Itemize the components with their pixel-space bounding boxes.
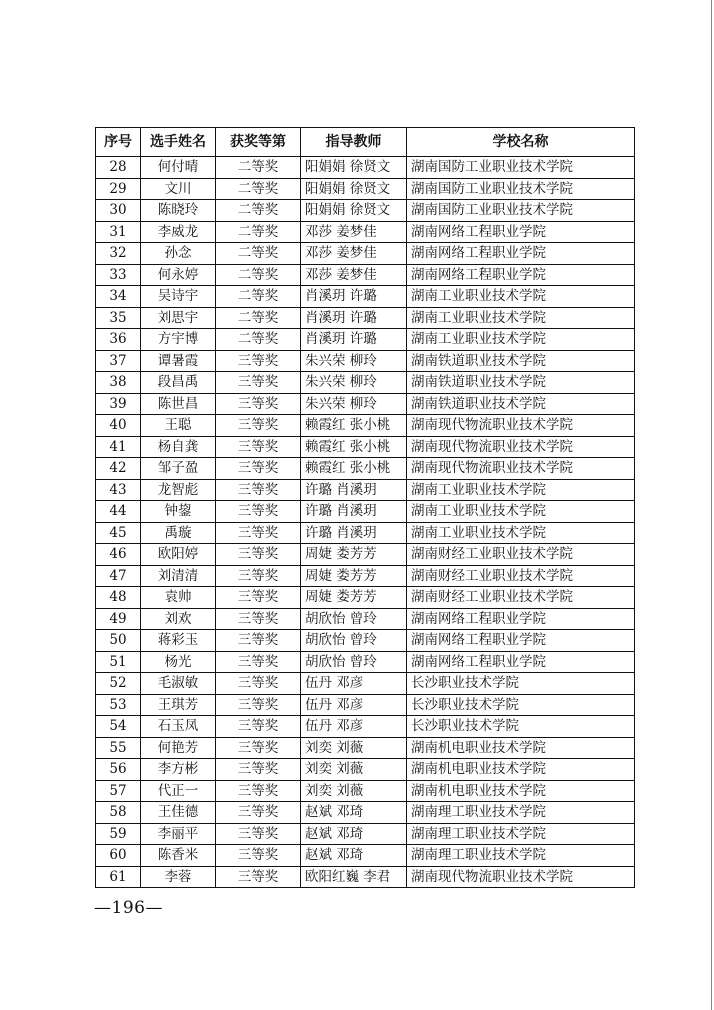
contestant-name-cell: 钟鋆 bbox=[141, 501, 216, 523]
school-name-cell: 湖南网络工程职业学院 bbox=[407, 264, 635, 286]
contestant-name-cell: 何艳芳 bbox=[141, 737, 216, 759]
page-edge-line bbox=[711, 0, 712, 1010]
school-name-cell: 湖南网络工程职业学院 bbox=[407, 608, 635, 630]
serial-number-cell: 47 bbox=[96, 565, 141, 587]
table-row bbox=[96, 608, 635, 630]
table-row bbox=[96, 866, 635, 888]
award-level-cell: 二等奖 bbox=[216, 264, 301, 286]
award-level-cell: 三等奖 bbox=[216, 759, 301, 781]
instructors-cell: 周婕 娄芳芳 bbox=[301, 544, 407, 566]
table-row bbox=[96, 737, 635, 759]
school-name-cell: 湖南财经工业职业技术学院 bbox=[407, 544, 635, 566]
contestant-name-cell: 刘清清 bbox=[141, 565, 216, 587]
school-name-cell: 湖南工业职业技术学院 bbox=[407, 307, 635, 329]
contestant-name-cell: 王佳德 bbox=[141, 802, 216, 824]
contestant-name-cell: 龙智彪 bbox=[141, 479, 216, 501]
table-row bbox=[96, 823, 635, 845]
award-level-cell: 二等奖 bbox=[216, 307, 301, 329]
serial-number-cell: 58 bbox=[96, 802, 141, 824]
contestant-name-cell: 段昌禹 bbox=[141, 372, 216, 394]
instructors-cell: 许璐 肖溪玥 bbox=[301, 522, 407, 544]
school-name-cell: 湖南国防工业职业技术学院 bbox=[407, 200, 635, 222]
award-level-cell: 三等奖 bbox=[216, 544, 301, 566]
school-name-cell: 湖南财经工业职业技术学院 bbox=[407, 565, 635, 587]
instructors-cell: 邓莎 姜梦佳 bbox=[301, 221, 407, 243]
table-row bbox=[96, 845, 635, 867]
contestant-name-cell: 陈香米 bbox=[141, 845, 216, 867]
table-row bbox=[96, 329, 635, 351]
award-level-cell: 三等奖 bbox=[216, 823, 301, 845]
header-instructors: 指导教师 bbox=[301, 128, 407, 157]
school-name-cell: 湖南国防工业职业技术学院 bbox=[407, 157, 635, 179]
instructors-cell: 刘奕 刘薇 bbox=[301, 759, 407, 781]
serial-number-cell: 39 bbox=[96, 393, 141, 415]
contestant-name-cell: 杨光 bbox=[141, 651, 216, 673]
header-contestant-name: 选手姓名 bbox=[141, 128, 216, 157]
instructors-cell: 肖溪玥 许璐 bbox=[301, 307, 407, 329]
instructors-cell: 赵斌 邓琦 bbox=[301, 845, 407, 867]
table-row bbox=[96, 372, 635, 394]
serial-number-cell: 32 bbox=[96, 243, 141, 265]
header-school-name: 学校名称 bbox=[407, 128, 635, 157]
school-name-cell: 湖南现代物流职业技术学院 bbox=[407, 436, 635, 458]
serial-number-cell: 60 bbox=[96, 845, 141, 867]
award-level-cell: 二等奖 bbox=[216, 221, 301, 243]
contestant-name-cell: 毛淑敏 bbox=[141, 673, 216, 695]
instructors-cell: 欧阳红巍 李君 bbox=[301, 866, 407, 888]
instructors-cell: 伍丹 邓彦 bbox=[301, 673, 407, 695]
awards-table bbox=[95, 127, 635, 888]
school-name-cell: 湖南理工职业技术学院 bbox=[407, 845, 635, 867]
instructors-cell: 赖霞红 张小桃 bbox=[301, 458, 407, 480]
instructors-cell: 周婕 娄芳芳 bbox=[301, 565, 407, 587]
contestant-name-cell: 杨自龚 bbox=[141, 436, 216, 458]
award-level-cell: 三等奖 bbox=[216, 780, 301, 802]
school-name-cell: 湖南理工职业技术学院 bbox=[407, 823, 635, 845]
award-level-cell: 三等奖 bbox=[216, 716, 301, 738]
header-serial-number: 序号 bbox=[96, 128, 141, 157]
award-level-cell: 三等奖 bbox=[216, 651, 301, 673]
contestant-name-cell: 方宇博 bbox=[141, 329, 216, 351]
contestant-name-cell: 何付晴 bbox=[141, 157, 216, 179]
school-name-cell: 长沙职业技术学院 bbox=[407, 673, 635, 695]
serial-number-cell: 38 bbox=[96, 372, 141, 394]
award-level-cell: 三等奖 bbox=[216, 393, 301, 415]
table-row bbox=[96, 759, 635, 781]
instructors-cell: 胡欣怡 曾玲 bbox=[301, 630, 407, 652]
serial-number-cell: 42 bbox=[96, 458, 141, 480]
instructors-cell: 朱兴荣 柳玲 bbox=[301, 372, 407, 394]
serial-number-cell: 52 bbox=[96, 673, 141, 695]
table-row bbox=[96, 243, 635, 265]
instructors-cell: 胡欣怡 曾玲 bbox=[301, 651, 407, 673]
serial-number-cell: 46 bbox=[96, 544, 141, 566]
serial-number-cell: 56 bbox=[96, 759, 141, 781]
table-row bbox=[96, 780, 635, 802]
contestant-name-cell: 刘思宇 bbox=[141, 307, 216, 329]
school-name-cell: 湖南工业职业技术学院 bbox=[407, 501, 635, 523]
instructors-cell: 阳娟娟 徐贤文 bbox=[301, 157, 407, 179]
contestant-name-cell: 王聪 bbox=[141, 415, 216, 437]
contestant-name-cell: 文川 bbox=[141, 178, 216, 200]
award-level-cell: 三等奖 bbox=[216, 415, 301, 437]
contestant-name-cell: 陈晓玲 bbox=[141, 200, 216, 222]
serial-number-cell: 61 bbox=[96, 866, 141, 888]
table-row bbox=[96, 479, 635, 501]
table-row bbox=[96, 393, 635, 415]
table-row bbox=[96, 436, 635, 458]
award-level-cell: 三等奖 bbox=[216, 458, 301, 480]
serial-number-cell: 30 bbox=[96, 200, 141, 222]
award-level-cell: 二等奖 bbox=[216, 329, 301, 351]
school-name-cell: 湖南现代物流职业技术学院 bbox=[407, 458, 635, 480]
table-row bbox=[96, 565, 635, 587]
contestant-name-cell: 王琪芳 bbox=[141, 694, 216, 716]
contestant-name-cell: 袁帅 bbox=[141, 587, 216, 609]
serial-number-cell: 51 bbox=[96, 651, 141, 673]
serial-number-cell: 59 bbox=[96, 823, 141, 845]
school-name-cell: 湖南网络工程职业学院 bbox=[407, 651, 635, 673]
contestant-name-cell: 禹璇 bbox=[141, 522, 216, 544]
serial-number-cell: 43 bbox=[96, 479, 141, 501]
contestant-name-cell: 陈世昌 bbox=[141, 393, 216, 415]
contestant-name-cell: 蒋彩玉 bbox=[141, 630, 216, 652]
award-level-cell: 三等奖 bbox=[216, 565, 301, 587]
school-name-cell: 长沙职业技术学院 bbox=[407, 694, 635, 716]
serial-number-cell: 53 bbox=[96, 694, 141, 716]
award-level-cell: 三等奖 bbox=[216, 845, 301, 867]
award-level-cell: 三等奖 bbox=[216, 802, 301, 824]
school-name-cell: 湖南工业职业技术学院 bbox=[407, 479, 635, 501]
table-row bbox=[96, 264, 635, 286]
serial-number-cell: 36 bbox=[96, 329, 141, 351]
contestant-name-cell: 欧阳婷 bbox=[141, 544, 216, 566]
instructors-cell: 邓莎 姜梦佳 bbox=[301, 243, 407, 265]
header-award-level: 获奖等第 bbox=[216, 128, 301, 157]
instructors-cell: 赵斌 邓琦 bbox=[301, 802, 407, 824]
page-number: —196— bbox=[94, 898, 163, 918]
contestant-name-cell: 李威龙 bbox=[141, 221, 216, 243]
table-row bbox=[96, 802, 635, 824]
serial-number-cell: 35 bbox=[96, 307, 141, 329]
school-name-cell: 湖南工业职业技术学院 bbox=[407, 522, 635, 544]
instructors-cell: 许璐 肖溪玥 bbox=[301, 479, 407, 501]
school-name-cell: 湖南工业职业技术学院 bbox=[407, 286, 635, 308]
contestant-name-cell: 李方彬 bbox=[141, 759, 216, 781]
header-row bbox=[96, 128, 635, 157]
table-row bbox=[96, 501, 635, 523]
serial-number-cell: 34 bbox=[96, 286, 141, 308]
instructors-cell: 阳娟娟 徐贤文 bbox=[301, 178, 407, 200]
serial-number-cell: 57 bbox=[96, 780, 141, 802]
instructors-cell: 朱兴荣 柳玲 bbox=[301, 350, 407, 372]
award-level-cell: 三等奖 bbox=[216, 587, 301, 609]
school-name-cell: 湖南机电职业技术学院 bbox=[407, 780, 635, 802]
contestant-name-cell: 吴诗宇 bbox=[141, 286, 216, 308]
serial-number-cell: 54 bbox=[96, 716, 141, 738]
contestant-name-cell: 刘欢 bbox=[141, 608, 216, 630]
instructors-cell: 赖霞红 张小桃 bbox=[301, 436, 407, 458]
school-name-cell: 湖南工业职业技术学院 bbox=[407, 329, 635, 351]
award-level-cell: 三等奖 bbox=[216, 350, 301, 372]
serial-number-cell: 33 bbox=[96, 264, 141, 286]
instructors-cell: 周婕 娄芳芳 bbox=[301, 587, 407, 609]
instructors-cell: 刘奕 刘薇 bbox=[301, 737, 407, 759]
contestant-name-cell: 谭暑霞 bbox=[141, 350, 216, 372]
school-name-cell: 湖南网络工程职业学院 bbox=[407, 630, 635, 652]
instructors-cell: 伍丹 邓彦 bbox=[301, 716, 407, 738]
serial-number-cell: 49 bbox=[96, 608, 141, 630]
instructors-cell: 伍丹 邓彦 bbox=[301, 694, 407, 716]
award-level-cell: 三等奖 bbox=[216, 737, 301, 759]
table-row bbox=[96, 286, 635, 308]
award-level-cell: 三等奖 bbox=[216, 522, 301, 544]
school-name-cell: 湖南财经工业职业技术学院 bbox=[407, 587, 635, 609]
school-name-cell: 湖南网络工程职业学院 bbox=[407, 243, 635, 265]
school-name-cell: 湖南机电职业技术学院 bbox=[407, 737, 635, 759]
award-level-cell: 三等奖 bbox=[216, 608, 301, 630]
award-level-cell: 二等奖 bbox=[216, 178, 301, 200]
school-name-cell: 湖南理工职业技术学院 bbox=[407, 802, 635, 824]
instructors-cell: 邓莎 姜梦佳 bbox=[301, 264, 407, 286]
instructors-cell: 阳娟娟 徐贤文 bbox=[301, 200, 407, 222]
table-row bbox=[96, 630, 635, 652]
table-row bbox=[96, 157, 635, 179]
school-name-cell: 湖南铁道职业技术学院 bbox=[407, 350, 635, 372]
award-level-cell: 二等奖 bbox=[216, 200, 301, 222]
instructors-cell: 肖溪玥 许璐 bbox=[301, 329, 407, 351]
table-row bbox=[96, 458, 635, 480]
instructors-cell: 刘奕 刘薇 bbox=[301, 780, 407, 802]
serial-number-cell: 40 bbox=[96, 415, 141, 437]
contestant-name-cell: 石玉凤 bbox=[141, 716, 216, 738]
contestant-name-cell: 孙念 bbox=[141, 243, 216, 265]
school-name-cell: 湖南铁道职业技术学院 bbox=[407, 372, 635, 394]
contestant-name-cell: 何永婷 bbox=[141, 264, 216, 286]
instructors-cell: 赵斌 邓琦 bbox=[301, 823, 407, 845]
table-body bbox=[96, 157, 635, 888]
school-name-cell: 湖南机电职业技术学院 bbox=[407, 759, 635, 781]
table-row bbox=[96, 694, 635, 716]
award-level-cell: 三等奖 bbox=[216, 501, 301, 523]
award-level-cell: 三等奖 bbox=[216, 866, 301, 888]
school-name-cell: 湖南现代物流职业技术学院 bbox=[407, 415, 635, 437]
school-name-cell: 长沙职业技术学院 bbox=[407, 716, 635, 738]
school-name-cell: 湖南国防工业职业技术学院 bbox=[407, 178, 635, 200]
table-row bbox=[96, 307, 635, 329]
award-level-cell: 二等奖 bbox=[216, 157, 301, 179]
instructors-cell: 胡欣怡 曾玲 bbox=[301, 608, 407, 630]
school-name-cell: 湖南铁道职业技术学院 bbox=[407, 393, 635, 415]
school-name-cell: 湖南现代物流职业技术学院 bbox=[407, 866, 635, 888]
serial-number-cell: 37 bbox=[96, 350, 141, 372]
instructors-cell: 肖溪玥 许璐 bbox=[301, 286, 407, 308]
serial-number-cell: 28 bbox=[96, 157, 141, 179]
instructors-cell: 朱兴荣 柳玲 bbox=[301, 393, 407, 415]
serial-number-cell: 41 bbox=[96, 436, 141, 458]
table-row bbox=[96, 673, 635, 695]
award-level-cell: 三等奖 bbox=[216, 372, 301, 394]
table-row bbox=[96, 544, 635, 566]
table-row bbox=[96, 522, 635, 544]
instructors-cell: 许璐 肖溪玥 bbox=[301, 501, 407, 523]
serial-number-cell: 31 bbox=[96, 221, 141, 243]
serial-number-cell: 55 bbox=[96, 737, 141, 759]
award-level-cell: 三等奖 bbox=[216, 673, 301, 695]
table-row bbox=[96, 178, 635, 200]
contestant-name-cell: 代正一 bbox=[141, 780, 216, 802]
award-level-cell: 二等奖 bbox=[216, 243, 301, 265]
table-row bbox=[96, 415, 635, 437]
award-level-cell: 三等奖 bbox=[216, 694, 301, 716]
school-name-cell: 湖南网络工程职业学院 bbox=[407, 221, 635, 243]
table-row bbox=[96, 200, 635, 222]
award-level-cell: 三等奖 bbox=[216, 479, 301, 501]
instructors-cell: 赖霞红 张小桃 bbox=[301, 415, 407, 437]
serial-number-cell: 48 bbox=[96, 587, 141, 609]
table-row bbox=[96, 350, 635, 372]
table-row bbox=[96, 587, 635, 609]
contestant-name-cell: 邹子盈 bbox=[141, 458, 216, 480]
serial-number-cell: 29 bbox=[96, 178, 141, 200]
serial-number-cell: 50 bbox=[96, 630, 141, 652]
award-level-cell: 三等奖 bbox=[216, 630, 301, 652]
contestant-name-cell: 李丽平 bbox=[141, 823, 216, 845]
serial-number-cell: 45 bbox=[96, 522, 141, 544]
table-row bbox=[96, 221, 635, 243]
award-level-cell: 三等奖 bbox=[216, 436, 301, 458]
table-row bbox=[96, 716, 635, 738]
table-row bbox=[96, 651, 635, 673]
contestant-name-cell: 李蓉 bbox=[141, 866, 216, 888]
serial-number-cell: 44 bbox=[96, 501, 141, 523]
award-level-cell: 二等奖 bbox=[216, 286, 301, 308]
table-header bbox=[96, 128, 635, 157]
